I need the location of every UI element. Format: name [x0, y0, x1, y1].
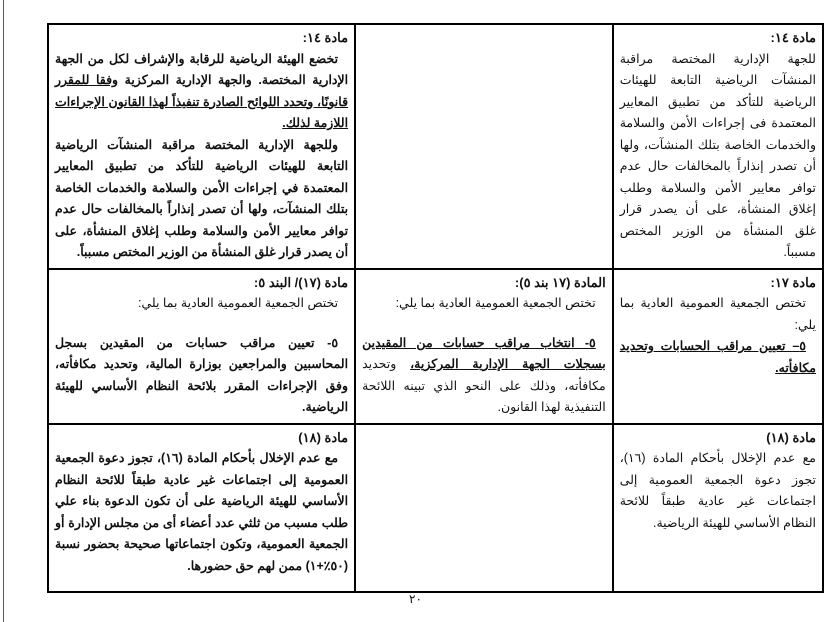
table-row-article-18 — [48, 424, 823, 592]
article-paragraph-2: وللجهة الإدارية المختصة مراقبة المنشآت الرياضية التابعة للهيئات الرياضية للتأكد من تطبيق المعايير المعتمدة في إجراءات الأمن والسلامة والخدمات الخاصة بتلك المنشآت، ولها أن تصدر إنذاراً بالمخالفات حال عدم توافر معايير الأمن والسلامة وطلب إغلاق المنشأة، على أن يصدر قرار غلق المنشأة من الوزير المختص مسبباً. — [55, 137, 349, 259]
article-title: المادة (١٧ بند ٥): — [514, 274, 606, 290]
table-row-article-17 — [48, 269, 823, 424]
cell-middle-empty — [355, 424, 613, 592]
cell-left-article-18 — [48, 424, 355, 592]
underlined-text: وفقا للمقرر قانونًا، وتحدد اللوائح الصادرة تنفيذاً لهذا القانون الإجراءات اللازمة لذلك. — [55, 73, 349, 130]
page-number: ٢٠ — [409, 592, 422, 606]
article-item-5: ٥– تعيين مراقب الحسابات وتحديد مكافأته. — [619, 339, 816, 375]
article-title: مادة ١٤: — [302, 30, 349, 45]
paragraph-text: تخضع الهيئة الرياضية للرقابة والإشراف لكل من الجهة الإدارية المختصة. والجهة الإدارية المركزية — [55, 51, 349, 87]
article-intro: تختص الجمعية العمومية العادية بما يلي: — [395, 296, 596, 310]
article-item-5: ٥- تعيين مراقب حسابات من المقيدين بسجل المحاسبين والمراجعين بوزارة المالية، وتحديد مكافأته، وفق الإجراءات المقرر بلائحة النظام الأساسي للهيئة الرياضية. — [55, 335, 349, 414]
article-intro: تختص الجمعية العمومية العادية بما يلي: — [619, 296, 816, 332]
item-text: وتحديد مكافأته، وذلك على النحو الذي تبينه اللائحة التنفيذية لهذا القانون. — [362, 357, 606, 414]
cell-right-article-14 — [613, 24, 823, 269]
article-paragraph-1 — [55, 49, 348, 135]
cell-right-article-18 — [613, 424, 823, 592]
comparison-table — [47, 23, 824, 593]
page-edge-line — [3, 0, 4, 622]
underlined-text: ٥- انتخاب مراقب حسابات من المقيدين بسجلات الجهة الإدارية المركزية، — [362, 335, 606, 371]
cell-middle-empty — [355, 24, 613, 269]
article-title: مادة (١٨) — [766, 429, 816, 445]
cell-middle-article-17 — [355, 269, 613, 424]
article-title: مادة ١٧: — [770, 274, 816, 290]
cell-right-article-17 — [613, 269, 823, 424]
article-title: مادة ١٤: — [770, 30, 816, 45]
table-row-article-14 — [48, 24, 823, 269]
article-title: مادة (١٨) — [298, 429, 349, 445]
article-intro: تختص الجمعية العمومية العادية بما يلي: — [137, 296, 339, 310]
article-text: للجهة الإدارية المختصة مراقبة المنشآت الرياضية التابعة للهيئات الرياضية للتأكد من تطبيق المعايير المعتمدة فى إجراءات الأمن والسلامة والخدمات الخاصة بتلك المنشآت، ولها أن تصدر إنذاراً بالمخالفات حال عدم توافر معايير الأمن والسلامة وطلب إغلاق المنشأة، على أن يصدر قرار غلق المنشأة من الوزير المختص مسبباً. — [619, 51, 816, 259]
article-title: مادة (١٧)/ البند ٥: — [253, 274, 349, 290]
article-text: مع عدم الإخلال بأحكام المادة (١٦)، تجوز دعوة الجمعية العمومية إلى اجتماعات غير عادية طبقاً للائحة النظام الأساسي للهيئة الرياضية على أن تكون الدعوة بناء علي طلب مسبب من ثلثي عدد أعضاء أى من مجلس الإدارة أو الجمعية العمومية، وتكون اجتماعاتها صحيحة بحضور نسبة (٥٠٪+١) ممن لهم حق حضورها. — [55, 451, 349, 573]
article-item-5 — [362, 333, 606, 419]
article-text: مع عدم الإخلال بأحكام المادة (١٦)، تجوز دعوة الجمعية العمومية إلى اجتماعات غير عادية طبقاً للائحة النظام الأساسي للهيئة الرياضية. — [619, 451, 816, 530]
cell-left-article-17 — [48, 269, 355, 424]
cell-left-article-14 — [48, 24, 355, 269]
